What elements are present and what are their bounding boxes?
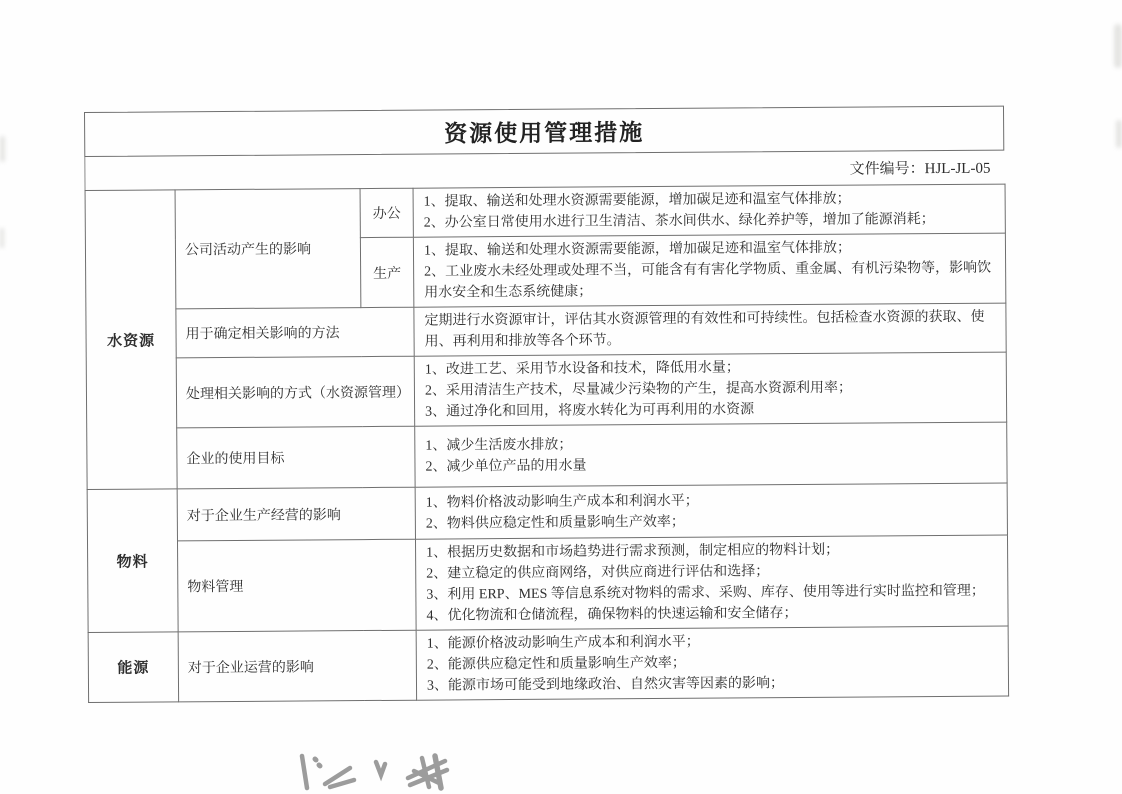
category-cell-energy xyxy=(88,632,178,703)
list-item: 2、工业废水未经处理或处理不当，可能含有有害化学物质、重金属、有机污染物等，影响饮用水安全和生态系统健康； xyxy=(424,260,992,301)
sub-label: 生产 xyxy=(373,266,402,282)
aspect-label: 企业的使用目标 xyxy=(186,451,285,468)
table-row xyxy=(87,422,1007,489)
table-row xyxy=(87,535,1008,632)
aspect-cell-material-management xyxy=(177,539,416,632)
list-item: 2、减少单位产品的用水量 xyxy=(425,458,587,475)
list-item: 2、建立稳定的供应商网络，对供应商进行评估和选择； xyxy=(426,564,770,582)
aspect-cell-treatment xyxy=(176,356,414,428)
category-label: 物料 xyxy=(116,554,149,571)
content-cell-production-impact xyxy=(413,233,1005,307)
list-item: 3、利用 ERP、MES 等信息系统对物料的需求、采购、库存、使用等进行实时监控和管理； xyxy=(426,583,985,603)
category-cell-material xyxy=(87,489,178,633)
list-item: 2、能源供应稳定性和质量影响生产效率； xyxy=(426,655,686,673)
aspect-label: 公司活动产生的影响 xyxy=(184,242,312,259)
aspect-cell-method xyxy=(176,307,414,358)
scan-artifact xyxy=(1114,24,1122,68)
content-cell-usage-target xyxy=(415,422,1007,487)
table-row xyxy=(87,483,1007,541)
aspect-cell-material-impact xyxy=(177,487,415,541)
content-cell-office-impact xyxy=(413,184,1005,237)
table-row xyxy=(86,352,1006,428)
list-item: 2、采用清洁生产技术，尽量减少污染物的产生，提高水资源利用率； xyxy=(424,380,852,399)
scan-artifact xyxy=(0,136,5,162)
content-cell-material-impact xyxy=(415,483,1007,539)
handwriting-marks xyxy=(288,748,460,792)
list-item: 4、优化物流和仓储流程，确保物料的快速运输和安全储存； xyxy=(426,606,798,624)
sub-cell-office xyxy=(360,188,413,237)
list-item: 1、提取、输送和处理水资源需要能源，增加碳足迹和温室气体排放； xyxy=(423,191,851,210)
content-cell-material-management xyxy=(415,535,1008,630)
sub-cell-production xyxy=(360,237,413,307)
table-row xyxy=(88,626,1008,702)
list-item: 1、能源价格波动影响生产成本和利润水平； xyxy=(426,634,700,652)
aspect-label: 对于企业运营的影响 xyxy=(187,659,314,676)
list-item: 2、办公室日常使用水进行卫生清洁、茶水间供水、绿化养护等，增加了能源消耗； xyxy=(423,212,935,231)
list-item: 1、改进工艺、采用节水设备和技术，降低用水量； xyxy=(424,360,740,378)
title-box xyxy=(84,106,1004,157)
sub-label: 办公 xyxy=(372,206,401,222)
content-cell-treatment xyxy=(414,352,1006,426)
content-cell-energy-impact xyxy=(416,626,1008,700)
list-item: 1、根据历史数据和市场趋势进行需求预测，制定相应的物料计划； xyxy=(426,542,840,561)
aspect-cell-usage-target xyxy=(177,426,415,489)
table-row xyxy=(86,303,1006,358)
aspect-label: 用于确定相关影响的方法 xyxy=(185,326,340,343)
aspect-cell-company-activity-impact xyxy=(175,189,361,309)
list-item: 1、提取、输送和处理水资源需要能源，增加碳足迹和温室气体排放； xyxy=(423,240,852,259)
aspect-label: 处理相关影响的方式（水资源管理） xyxy=(185,385,411,402)
text-paragraph: 定期进行水资源审计，评估其水资源管理的有效性和可持续性。包括检查水资源的获取、使用、再利用和排放等各个环节。 xyxy=(424,309,985,350)
aspect-cell-energy-impact xyxy=(178,630,416,702)
list-item: 1、物料价格波动影响生产成本和利润水平； xyxy=(425,493,699,511)
list-item: 3、通过净化和回用，将废水转化为可再利用的水资源 xyxy=(425,402,755,420)
content-cell-method xyxy=(414,303,1006,356)
list-item: 1、减少生活废水排放； xyxy=(425,437,573,454)
scan-artifact xyxy=(0,228,4,248)
scan-artifact xyxy=(1116,120,1122,148)
category-label: 能源 xyxy=(117,660,150,677)
measures-table xyxy=(85,184,1010,703)
aspect-label: 物料管理 xyxy=(187,579,244,596)
list-item: 3、能源市场可能受到地缘政治、自然灾害等因素的影响； xyxy=(426,676,785,694)
category-cell-water xyxy=(85,190,177,490)
list-item: 2、物料供应稳定性和质量影响生产效率； xyxy=(425,514,685,532)
category-label: 水资源 xyxy=(107,333,156,350)
aspect-label: 对于企业生产经营的影响 xyxy=(186,507,341,524)
doc-number: 文件编号：HJL-JL-05 xyxy=(849,160,991,178)
table-row xyxy=(85,184,1005,239)
page-title: 资源使用管理措施 xyxy=(444,120,645,147)
document xyxy=(84,106,1008,703)
